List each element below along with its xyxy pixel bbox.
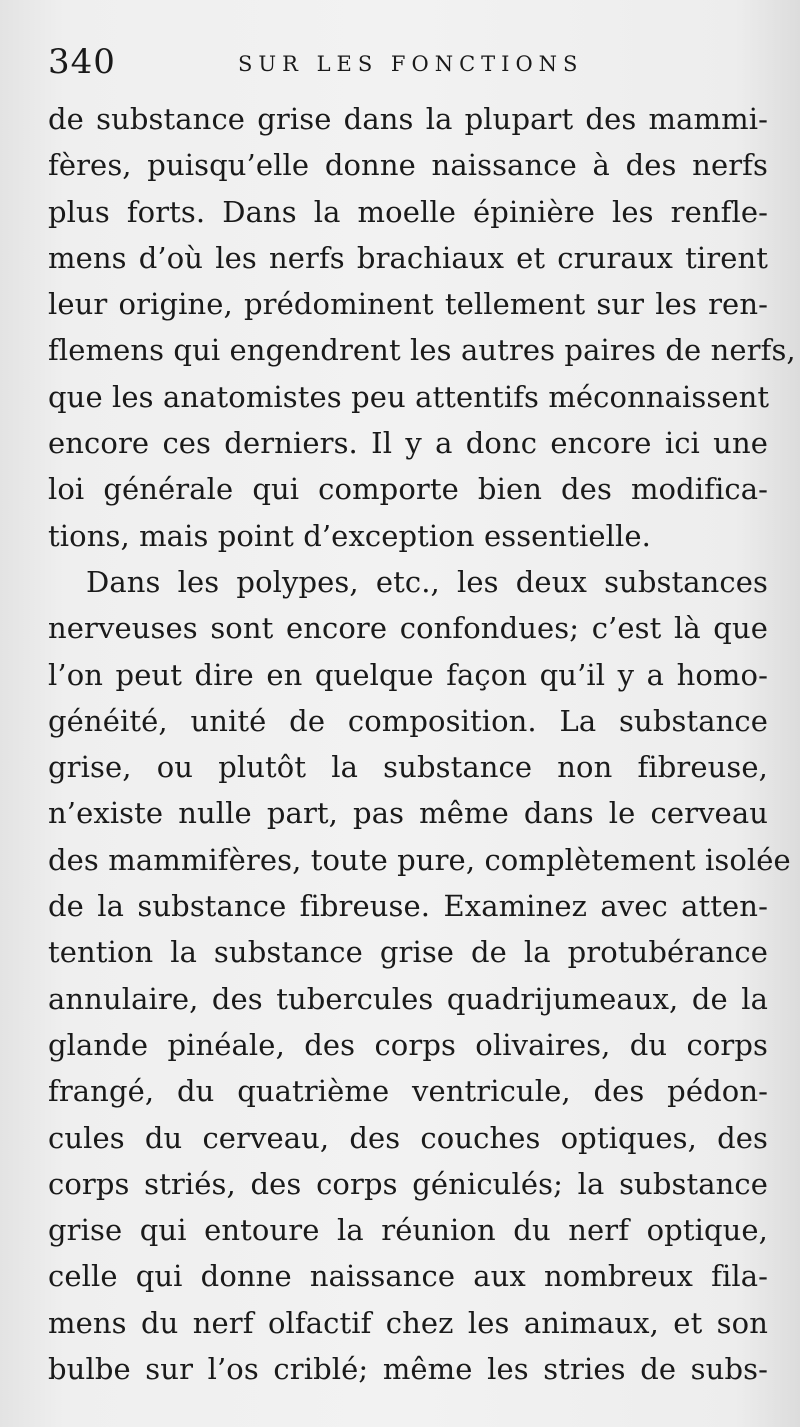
text-line: grise qui entoure la réunion du nerf optique, bbox=[48, 1213, 768, 1248]
text-line: loi générale qui comporte bien des modifica- bbox=[48, 472, 768, 507]
text-line: de la substance fibreuse. Examinez avec atten- bbox=[48, 889, 768, 924]
text-line: tention la substance grise de la protubérance bbox=[48, 935, 768, 970]
text-line: n’existe nulle part, pas même dans le cerveau bbox=[48, 796, 768, 831]
text-line: grise, ou plutôt la substance non fibreuse, bbox=[48, 750, 768, 785]
text-line: des mammifères, toute pure, complètement isolée bbox=[48, 842, 791, 877]
paragraph-start-line: Dans les polypes, etc., les deux substances bbox=[86, 564, 768, 599]
page-number: 340 bbox=[48, 42, 116, 82]
text-line: mens d’où les nerfs brachiaux et cruraux tirent bbox=[48, 240, 768, 275]
running-head: SUR LES FONCTIONS bbox=[238, 52, 584, 76]
text-line: de substance grise dans la plupart des mammi- bbox=[48, 102, 768, 136]
text-line: nerveuses sont encore confondues; c’est là que bbox=[48, 611, 768, 646]
text-line: glande pinéale, des corps olivaires, du corps bbox=[48, 1027, 768, 1062]
paragraph-end-line: tions, mais point d’exception essentielle. bbox=[48, 518, 651, 553]
text-line: encore ces derniers. Il y a donc encore ici une bbox=[48, 426, 768, 461]
text-line: l’on peut dire en quelque façon qu’il y a homo- bbox=[48, 657, 768, 692]
text-line: frangé, du quatrième ventricule, des pédon- bbox=[48, 1074, 768, 1109]
text-line: corps striés, des corps géniculés; la substance bbox=[48, 1166, 768, 1201]
text-line: leur origine, prédominent tellement sur les ren- bbox=[48, 287, 768, 322]
text-line: fères, puisqu’elle donne naissance à des nerfs bbox=[48, 148, 768, 183]
text-line: flemens qui engendrent les autres paires de nerfs, bbox=[48, 333, 796, 368]
text-line: bulbe sur l’os criblé; même les stries de subs- bbox=[48, 1352, 768, 1387]
text-line: celle qui donne naissance aux nombreux fila- bbox=[48, 1259, 768, 1294]
text-line: mens du nerf olfactif chez les animaux, et son bbox=[48, 1305, 768, 1340]
text-line: annulaire, des tubercules quadrijumeaux, de la bbox=[48, 981, 768, 1016]
body-text bbox=[48, 96, 796, 1392]
text-line: que les anatomistes peu attentifs méconnaissent bbox=[48, 379, 770, 414]
text-line: cules du cerveau, des couches optiques, des bbox=[48, 1120, 768, 1155]
text-line: généité, unité de composition. La substance bbox=[48, 703, 768, 738]
page-header bbox=[48, 40, 768, 84]
text-line: plus forts. Dans la moelle épinière les renfle- bbox=[48, 194, 768, 229]
